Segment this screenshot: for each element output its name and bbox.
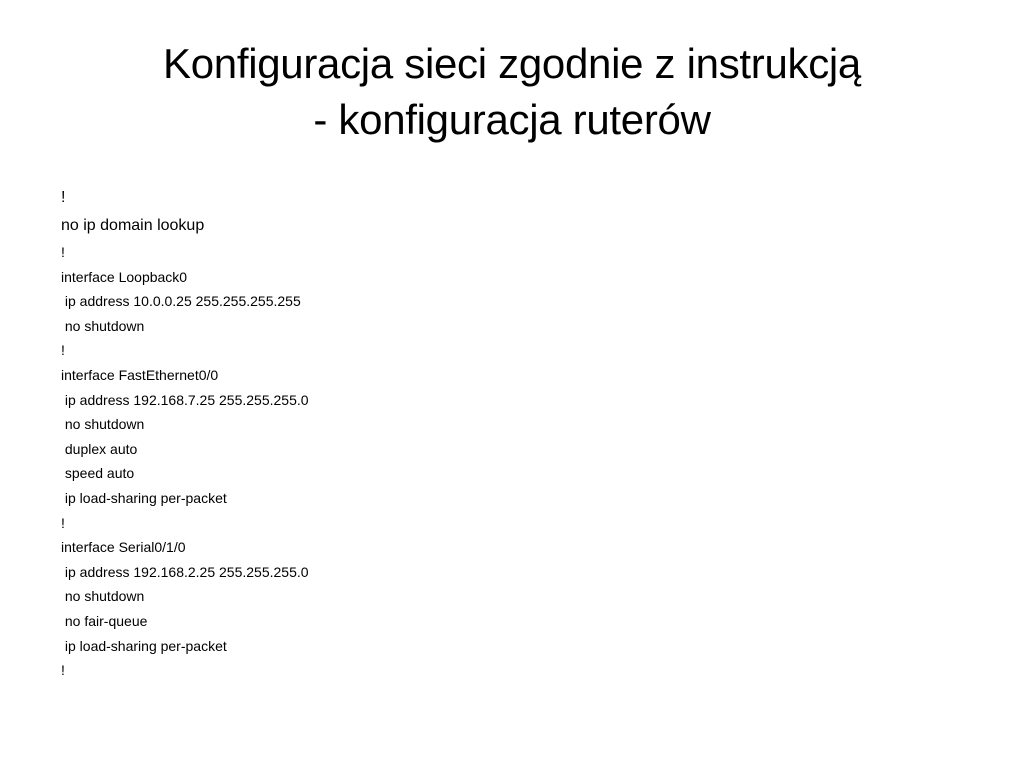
config-line: no shutdown bbox=[61, 317, 145, 334]
config-line: ip load-sharing per-packet bbox=[61, 637, 227, 654]
config-line: interface FastEthernet0/0 bbox=[61, 366, 219, 383]
config-line: ! bbox=[61, 244, 65, 260]
config-line: ip address 192.168.2.25 255.255.255.0 bbox=[61, 563, 309, 580]
config-line: no shutdown bbox=[61, 588, 145, 605]
config-line: speed auto bbox=[61, 465, 135, 482]
config-line: ! bbox=[61, 342, 65, 359]
config-line: ip address 10.0.0.25 255.255.255.255 bbox=[61, 293, 301, 310]
slide-title-line-1: Konfiguracja sieci zgodnie z instrukcją bbox=[163, 40, 861, 87]
config-line: interface Loopback0 bbox=[61, 268, 188, 285]
config-line: ! bbox=[61, 189, 66, 206]
config-text-block bbox=[61, 184, 961, 683]
config-line: no ip domain lookup bbox=[61, 217, 205, 234]
config-line: ip address 192.168.7.25 255.255.255.0 bbox=[61, 391, 309, 408]
slide-title-line-2: - konfiguracja ruterów bbox=[313, 96, 711, 143]
config-line: duplex auto bbox=[61, 440, 138, 457]
slide-title bbox=[40, 36, 984, 148]
config-line: no fair-queue bbox=[61, 612, 148, 629]
config-line: ! bbox=[61, 662, 65, 679]
config-line: ! bbox=[61, 514, 65, 531]
config-line: interface Serial0/1/0 bbox=[61, 539, 186, 556]
config-line: ip load-sharing per-packet bbox=[61, 489, 227, 506]
config-line: no shutdown bbox=[61, 416, 145, 433]
